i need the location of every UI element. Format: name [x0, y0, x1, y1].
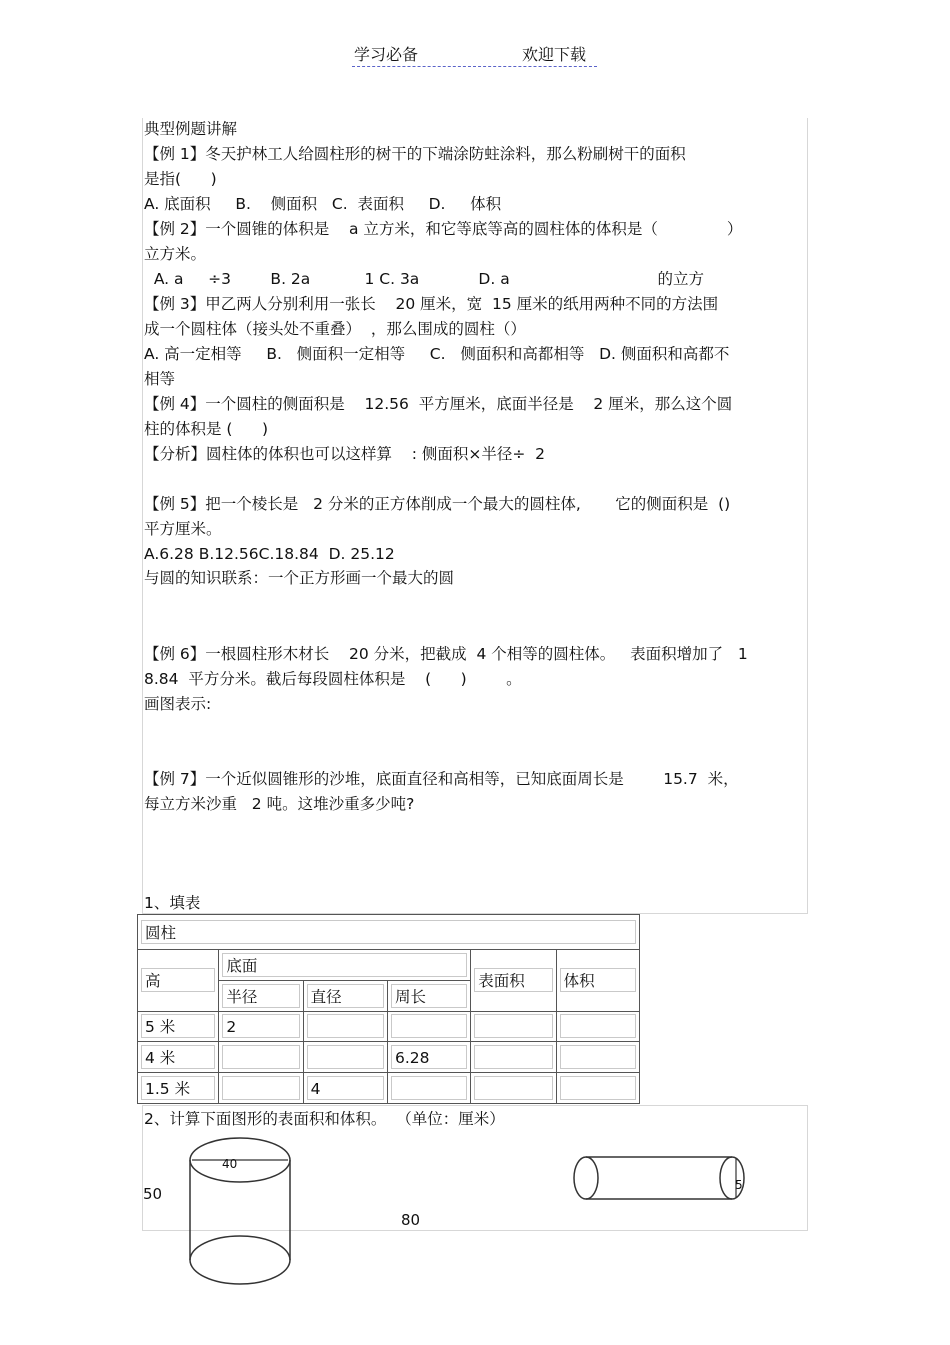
table-title: 圆柱	[141, 920, 636, 944]
cell-circumference[interactable]	[391, 1076, 467, 1100]
header-left-text: 学习必备	[354, 45, 419, 64]
cell-circumference[interactable]: 6.28	[391, 1045, 467, 1069]
example-2-line-2: 立方米。	[144, 245, 207, 263]
cell-volume[interactable]	[560, 1045, 636, 1069]
example-2-line-1: 【例 2】一个圆锥的体积是 a 立方米，和它等底等高的圆柱体的体积是（ ）	[144, 220, 743, 238]
header-base: 底面	[222, 953, 467, 977]
cell-circumference[interactable]	[391, 1014, 467, 1038]
example-3-options: A. 高一定相等 B. 侧面积一定相等 C. 侧面积和高都相等 D. 侧面积和高都不	[144, 345, 730, 363]
cell-radius[interactable]: 2	[222, 1014, 299, 1038]
cell-volume[interactable]	[560, 1014, 636, 1038]
example-4-analysis: 【分析】圆柱体的体积也可以这样算 : 侧面积×半径÷ 2	[144, 445, 546, 463]
header-volume: 体积	[560, 968, 636, 992]
horizontal-cylinder-figure	[570, 1150, 750, 1206]
cylinder-bottom-ellipse	[190, 1236, 290, 1284]
table-row	[138, 1042, 640, 1073]
cell-height: 1.5 米	[141, 1076, 215, 1100]
horizontal-cylinder-left-ellipse	[574, 1157, 598, 1199]
example-6-line-1: 【例 6】一根圆柱形木材长 20 分米，把截成 4 个相等的圆柱体。 表面积增加了 1	[144, 645, 748, 663]
example-4-line-1: 【例 4】一个圆柱的侧面积是 12.56 平方厘米，底面半径是 2 厘米，那么这个圆	[144, 395, 733, 413]
cell-surface-area[interactable]	[474, 1014, 552, 1038]
header-circumference: 周长	[391, 984, 467, 1008]
cell-diameter[interactable]	[307, 1045, 384, 1069]
table-row	[138, 1073, 640, 1104]
cell-height: 4 米	[141, 1045, 215, 1069]
vertical-cylinder-figure	[186, 1132, 296, 1292]
example-7-line-1: 【例 7】一个近似圆锥形的沙堆，底面直径和高相等，已知底面周长是 15.7 米，	[144, 770, 739, 788]
cell-diameter[interactable]: 4	[307, 1076, 384, 1100]
header-surface-area: 表面积	[474, 968, 552, 992]
header-height: 高	[141, 968, 215, 992]
header-radius: 半径	[222, 984, 299, 1008]
header-right-text: 欢迎下载	[522, 45, 587, 64]
cell-radius[interactable]	[222, 1045, 299, 1069]
example-6-line-2: 8.84 平方分米。截后每段圆柱体积是 ( ) 。	[144, 670, 522, 688]
example-2-options: A. a ÷3 B. 2a 1 C. 3a D. a 的立方	[144, 270, 705, 288]
example-1-options: A. 底面积 B. 侧面积 C. 表面积 D. 体积	[144, 195, 502, 213]
header-diameter: 直径	[307, 984, 384, 1008]
cell-volume[interactable]	[560, 1076, 636, 1100]
example-7-line-2: 每立方米沙重 2 吨。这堆沙重多少吨?	[144, 795, 415, 813]
cell-surface-area[interactable]	[474, 1045, 552, 1069]
example-5-options: A.6.28 B.12.56C.18.84 D. 25.12	[144, 545, 395, 563]
table-row	[138, 1011, 640, 1042]
exercise-1-title: 1、填表	[144, 894, 201, 912]
example-3-line-2: 成一个圆柱体（接头处不重叠） ，那么围成的圆柱（）	[144, 320, 526, 338]
example-3-line-1: 【例 3】甲乙两人分别利用一张长 20 厘米，宽 15 厘米的纸用两种不同的方法围	[144, 295, 719, 313]
example-1-line-2: 是指( )	[144, 170, 217, 188]
exercise-2-title: 2、计算下面图形的表面积和体积。 （单位：厘米）	[144, 1110, 505, 1128]
fill-in-table	[137, 914, 640, 1104]
section-title: 典型例题讲解	[144, 120, 238, 138]
horizontal-cylinder-length-label: 80	[401, 1211, 421, 1229]
example-5-note: 与圆的知识联系：一个正方形画一个最大的圆	[144, 569, 455, 587]
example-4-line-2: 柱的体积是 ( )	[144, 420, 269, 438]
example-3-options-cont: 相等	[144, 370, 176, 388]
example-6-drawing-note: 画图表示:	[144, 695, 212, 713]
example-5-line-2: 平方厘米。	[144, 520, 222, 538]
cylinder-diameter-label: 40	[222, 1157, 238, 1171]
cell-height: 5 米	[141, 1014, 215, 1038]
example-5-line-1: 【例 5】把一个棱长是 2 分米的正方体削成一个最大的圆柱体, 它的侧面积是 ()	[144, 495, 731, 513]
example-1-line-1: 【例 1】冬天护林工人给圆柱形的树干的下端涂防蛀涂料，那么粉刷树干的面积	[144, 145, 686, 163]
cylinder-height-label: 50	[143, 1185, 163, 1203]
page-header	[352, 42, 597, 67]
horizontal-cylinder-diameter-label: 5	[735, 1178, 743, 1192]
cell-surface-area[interactable]	[474, 1076, 552, 1100]
cell-radius[interactable]	[222, 1076, 299, 1100]
cell-diameter[interactable]	[307, 1014, 384, 1038]
